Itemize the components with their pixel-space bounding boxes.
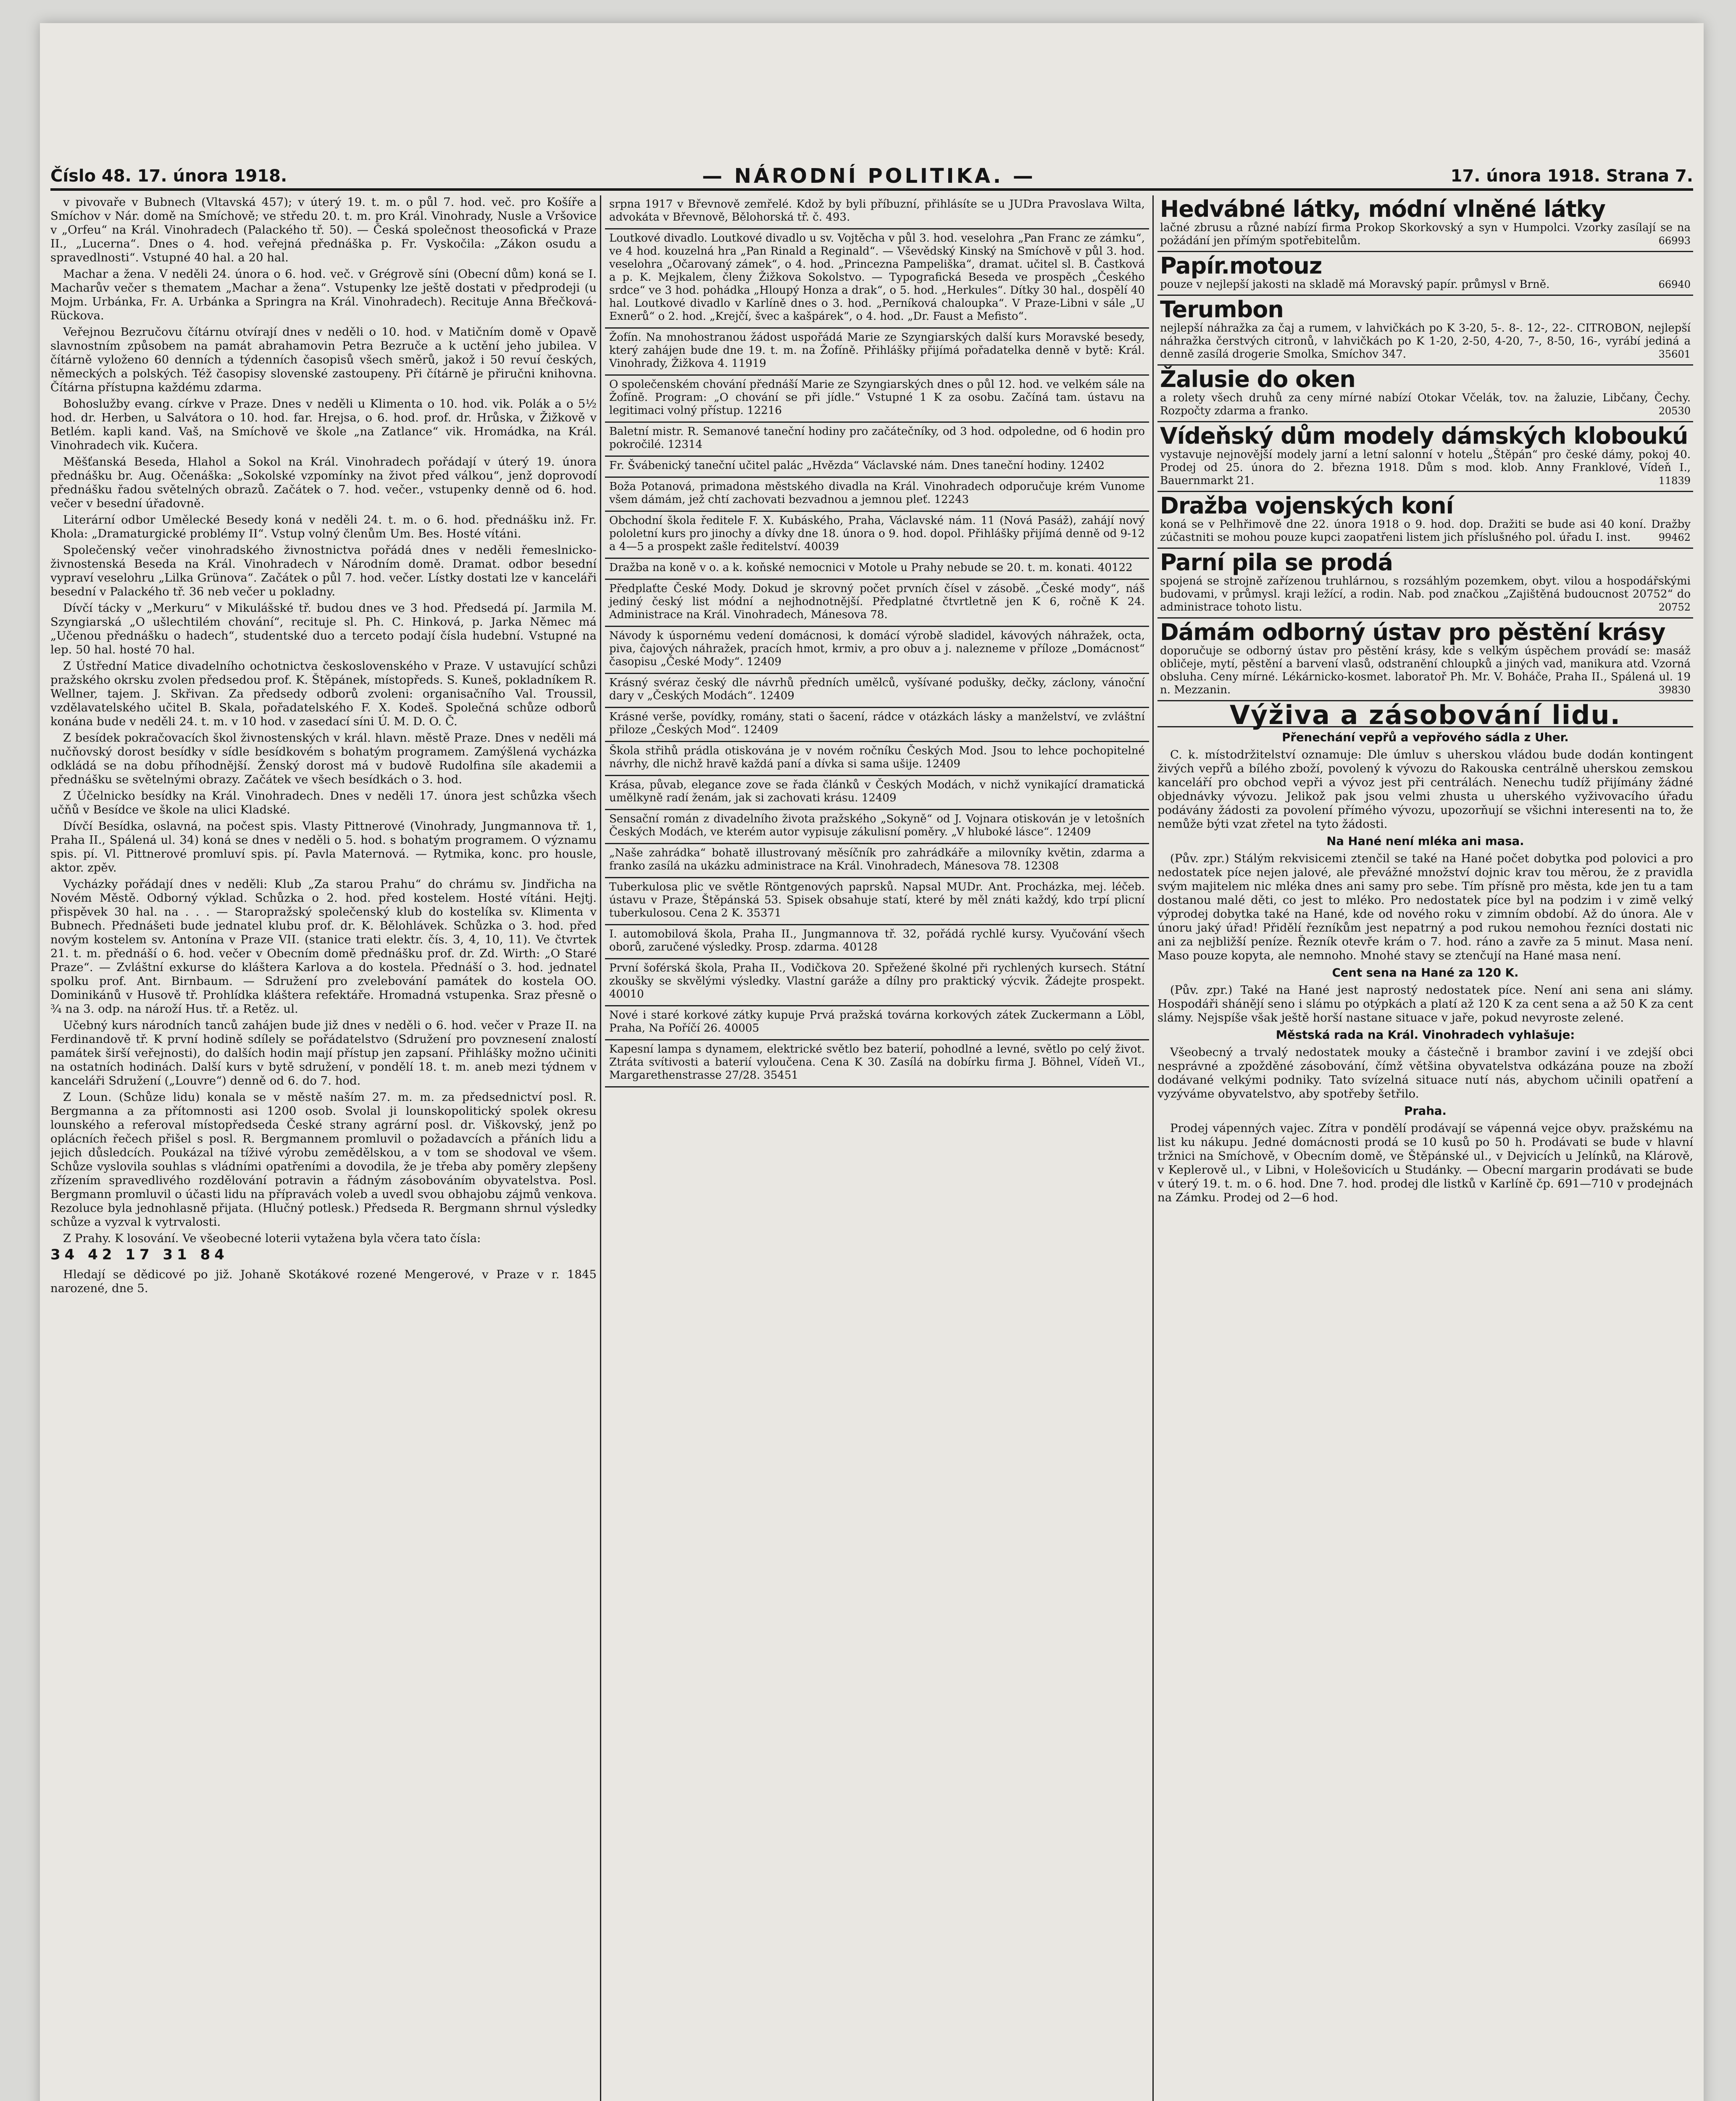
article-paragraph: Veřejnou Bezručovu čítárnu otvírají dnes v neděli o 10. hod. v Matičním domě v Opavě slavnostním způsobem na památ abrahamovin Petra Bezruče a k uctění jeho jubilea. V čítárně vyloženo 60 denních a týdenních časopisů všech směrů, jakož i 50 revuí českých, německých a polských. Též časopisy slovenské zastoupeny. Při čítárně je přiručni knihovna. Čítárna přístupna každému zdarma.	[50, 325, 597, 394]
ad-text: vystavuje nejnovější modely jarní a letní salonní v hotelu „Štěpán“ pro české dámy, pokoj 40. Prodej od 25. února do 2. března 1918. Dům s mod. klob. Anny Franklové, Vídeň I., Bauernmarkt 21.	[1160, 448, 1691, 487]
ad-text: Nové i staré korkové zátky kupuje Prvá pražská továrna korkových zátek Zuckermann a Löbl, Praha, Na Poříčí 26. 40005	[609, 1009, 1145, 1035]
classified-ad	[605, 512, 1149, 559]
newspaper-title: — NÁRODNÍ POLITIKA. —	[702, 164, 1036, 188]
article-paragraph: Hledají se dědicové po již. Johaně Skotákové rozené Mengerové, v Praze v r. 1845 narozené, dne 5.	[50, 1268, 597, 1295]
article-paragraph: Dívčí tácky v „Merkuru“ v Mikulášské tř. budou dnes ve 3 hod. Předsedá pí. Jarmila M. Szyngiarská „O ušlechtilém chování“, recituje sl. Ph. C. Hinková, p. Jarka Němec má „Učenou přednášku o hadech“, studentské duo a terceto podají čísla hudební. Vstupné na lep. 50 hal. hosté 70 hal.	[50, 601, 597, 656]
classified-ad	[605, 708, 1149, 742]
header-left: Číslo 48. 17. února 1918.	[50, 166, 287, 186]
ad-text: První šoférská škola, Praha II., Vodičkova 20. Spřežené školné při rychlených kursech. Státní zkoušky se skvělými výsledky. Vlastní garáže a dílny pro praktický výcvik. Žádejte prospekt. 40010	[609, 962, 1145, 1000]
ad-text: pouze v nejlepší jakosti na skladě má Moravský papír. průmysl v Brně.	[1160, 278, 1550, 291]
ad-text: lačné zbrusu a různé nabízí firma Prokop Skorkovský a syn v Humpolci. Vzorky zasílají se na požádání jen přímým spotřebitelům.	[1160, 221, 1691, 247]
article-paragraph: Prodej vápenných vajec. Zítra v pondělí prodávají se vápenná vejce obyv. pražskému na list ku nákupu. Jedné domácnosti prodá se 10 kusů po 50 h. Prodávati se bude v hlavní tržnici na Smíchově, v Obecním domě, ve Štěpánské ul., v Dejvicích u Jelínků, na Klárově, v Keplerově ul., v Libni, v Holešovicích u Studánky. — Obecní margarin prodávati se bude v úterý 19. t. m. o 6. hod. Dne 7. hod. prodej dle listků v Karlíně čp. 691—710 v prodejnách na Zámku. Prodej od 2—6 hod.	[1157, 1122, 1693, 1204]
article-paragraph: Měšťanská Beseda, Hlahol a Sokol na Král. Vinohradech pořádají v úterý 19. února přednášku br. Aug. Očenáška: „Sokolské vzpomínky na život před válkou“, jenž doprovodí přednášku řadou světelných obrazů. Začátek o 7. hod. večer., vstupenky denně od 6. hod. večer v besední úřadovně.	[50, 455, 597, 510]
classified-ad	[605, 1006, 1149, 1040]
ad-text: Předplaťte České Mody. Dokud je skrovný počet prvních čísel v zásobě. „České mody“, náš jediný český list módní a nejhodnotnější. Předplatné čtvrtletně jen K 6, ročně K 24. Administrace na Král. Vinohradech, Mánesova 78.	[609, 582, 1145, 621]
ad-headline: Hedvábné látky, módní vlněné látky	[1160, 196, 1605, 222]
ad-headline: Parní pila se prodá	[1160, 549, 1393, 576]
ad-text: koná se v Pelhřimově dne 22. února 1918 o 9. hod. dop. Dražiti se bude asi 40 koní. Dražby zúčastniti se mohou pouze kupci zaopatřeni listem jich příslušného pol. úřadu I. inst.	[1160, 518, 1691, 544]
classified-ad	[605, 776, 1149, 810]
classified-ad	[605, 329, 1149, 376]
ad-number: 66993	[1658, 235, 1691, 247]
article-paragraph: Z Ústřední Matice divadelního ochotnictva československého v Praze. V ustavující schůzi pražského okrsku zvolen předsedou prof. K. Štěpánek, místopředs. S. Kuneš, pokladníkem R. Wellner, tajem. J. Skřivan. Za předsedy odborů zvoleni: organisačního Val. Troussil, vzdělavatelského učitel B. Skala, pořadatelského F. X. Kodeš. Společná schůze odborů konána bude v neděli 24. t. m. v 10 hod. v zasedací síni Ú. M. D. O. Č.	[50, 659, 597, 728]
ad-number: 99462	[1658, 532, 1691, 543]
ad-text: Dražba na koně v o. a k. koňské nemocnici v Motole u Prahy nebude se 20. t. m. konati. 40122	[609, 561, 1133, 574]
classified-ad	[605, 810, 1149, 844]
ad-number: 20752	[1658, 601, 1691, 613]
ad-text: Fr. Švábenický taneční učitel palác „Hvězda“ Václavské nám. Dnes taneční hodiny. 12402	[609, 459, 1105, 472]
classified-ad	[605, 457, 1149, 478]
ad-number: 66940	[1658, 279, 1691, 290]
article-paragraph: (Pův. zpr.) Také na Hané jest naprostý nedostatek píce. Není ani sena ani slámy. Hospodáři shánějí seno i slámu po otýpkách a platí až 120 K za cent sena a až 50 K za cent slámy. Nejspíše však ještě horší nastane situace v jaře, pokud nevyroste zelené.	[1157, 983, 1693, 1024]
ad-text: Kapesní lampa s dynamem, elektrické světlo bez baterií, pohodlné a levné, světlo po celý život. Ztráta svítivosti a baterií vyloučena. Cena K 30. Zasílá na dobírku firma J. Böhnel, Vídeň VI., Margarethenstrasse 27/28. 35451	[609, 1043, 1145, 1082]
display-ad	[1157, 619, 1693, 701]
ad-number: 20530	[1658, 405, 1691, 417]
article-subheading: Městská rada na Král. Vinohradech vyhlašuje:	[1276, 1028, 1575, 1042]
ad-text: Krása, půvab, elegance zove se řada článků v Českých Modách, v nichž vynikající dramatická umělkyně radí ženám, jak si zachovati krásu. 12409	[609, 779, 1145, 804]
classified-ad	[605, 376, 1149, 423]
article-paragraph: Literární odbor Umělecké Besedy koná v neděli 24. t. m. o 6. hod. přednášku inž. Fr. Khola: „Dramaturgické problémy II“. Vstup volný členům Um. Bes. Hosté vítáni.	[50, 513, 597, 540]
display-ad	[1157, 252, 1693, 296]
article-paragraph: C. k. místodržitelství oznamuje: Dle úmluv s uherskou vládou bude dodán kontingent živých vepřů a bílého zboží, povolený k vývozu do Rakouska centrálně uherskou zemskou kanceláří pro obchod vepři a vývoz jest při centrálách. Nenechu tudíž přijímány žádné objednávky vývozu. Jelikož pak jsou velmi zhusta u uherského vyživovacího úřadu podávány žádosti za povolení přímého vývozu, upozorňují se všichni interesenti na to, že nemůže býti vzat zřetel na tyto žádosti.	[1157, 748, 1693, 831]
display-ad	[1157, 422, 1693, 492]
article-paragraph: Z Loun. (Schůze lidu) konala se v městě naším 27. m. m. za předsednictví posl. R. Bergmanna a za přítomnosti asi 1200 osob. Svolal ji lounskopolitický spolek okresu lounského a referoval místopředseda České strany agrární posl. dr. Viškovský, jenž po oplácních řečech přišel s posl. R. Bergmannem promluvil o požadavcích a přáních lidu a jejich důsledcích. Poukázal na tíživé výrobu zemědělskou, a v tom se shodoval ve všem. Schůze vyslovila souhlas s vládními opatřeními a dovodila, že je třeba aby poměry zlepšeny zřízením spravedlivého rozdělování potravin a řádným zásobováním obyvatelstva. Posl. Bergmann promluvil o účasti lidu na přípravách voleb a uvedl svou obhajobu zájmů venkova. Rezoluce byla jednohlasně přijata. (Hlučný potlesk.) Předseda R. Bergmann shrnul výsledky schůze a vyzval k vytrvalosti.	[50, 1090, 597, 1229]
page-header	[50, 164, 1693, 191]
classified-ad	[605, 674, 1149, 708]
article-paragraph: (Pův. zpr.) Stálým rekvisicemi ztenčil se také na Hané počet dobytka pod polovici a pro nedostatek píce nejen jalové, ale převážné množství dojnic krav tou měrou, že z pravidla svým majitelem nic mléka dnes ani samy pro sebe. Tím přísně pro města, kde jen tu a tam dostanou malé děti, co jest to mléko. Pro nedostatek píce byl na podzim i v zimě velký výprodej dobytka také na Hané, kde od nového roku v zimním období. Až do února. Ale v únoru jaký úřad! Přidělí řezníkům jest nepatrný a pod rukou nemohou řezníci dostati nic ani za nejbližší peníze. Řezník otevře krám o 7. hod. ráno a zavře za 5 minut. Masa není. Maso pouze kopyta, ale nemnoho. Mnohé stavy se ztenčují na Hané masa není.	[1157, 852, 1693, 962]
header-right: 17. února 1918. Strana 7.	[1450, 166, 1693, 186]
ad-text: „Naše zahrádka“ bohatě illustrovaný měsíčník pro zahrádkáře a milovníky květin, zdarma a franko zasílá na ukázku administrace na Král. Vinohradech, Mánesova 78. 12308	[609, 847, 1145, 872]
ad-number: 11839	[1658, 475, 1691, 487]
ad-text: Baletní mistr. R. Semanové taneční hodiny pro začátečníky, od 3 hod. odpoledne, od 6 hodin pro pokročilé. 12314	[609, 425, 1145, 451]
display-ad	[1157, 549, 1693, 619]
ad-headline: Žalusie do oken	[1160, 366, 1355, 392]
classified-ad	[605, 423, 1149, 457]
ad-text: doporučuje se odborný ústav pro pěstění krásy, kde s velkým úspěchem provádí se: masáž obličeje, mytí, pěstění a barvení vlasů, odstranění chloupků a jiných vad, manikura atd. Vzorná obsluha. Ceny mírné. Lékárnicko-kosmet. laboratoř Ph. Mr. V. Boháče, Praha II., Spálená ul. 19 n. Mezzanin.	[1160, 645, 1691, 696]
ad-text: nejlepší náhražka za čaj a rumem, v lahvičkách po K 3-20, 5-. 8-. 12-, 22-. CITROBON, nejlepší náhražka čerstvých citronů, v lahvičkách po K 1-20, 2-50, 4-20, 7-, 8-50, 16-, vyrábí jediná a denně zasílá drogerie Smolka, Smíchov 347.	[1160, 322, 1691, 361]
ad-headline: Vídeňský dům modely dámských kloboukú	[1160, 423, 1688, 449]
article-subheading: Na Hané není mléka ani masa.	[1326, 835, 1524, 848]
article-paragraph: Z Účelnicko besídky na Král. Vinohradech. Dnes v neděli 17. února jest schůzka všech učňů v Besídce ve škole na ulici Kladské.	[50, 789, 597, 816]
ad-text: Sensační román z divadelního života pražského „Sokyně“ od J. Vojnara otiskován je v letošních Českých Modách, ve kterém autor vypisuje zákulisní poměry. „V hluboké lásce“. 12409	[609, 813, 1145, 838]
display-ad	[1157, 296, 1693, 366]
article-paragraph: Machar a žena. V neděli 24. února o 6. hod. več. v Grégrově síni (Obecní dům) koná se I. Macharův večer s thematem „Machar a žena“. Vstupenky lze ještě dostati v předprodeji (u Mojm. Urbánka, Fr. A. Urbánka a Springra na Král. Vinohradech). Recituje Anna Břečková-Rückova.	[50, 267, 597, 322]
ad-headline: Dražba vojenských koní	[1160, 492, 1454, 519]
classified-ad	[605, 627, 1149, 674]
ad-text: a rolety všech druhů za ceny mírné nabízí Otokar Včelák, tov. na žaluzie, Libčany, Čechy. Rozpočty zdarma a franko.	[1160, 392, 1691, 417]
ad-text: O společenském chování přednáší Marie ze Szyngiarských dnes o půl 12. hod. ve velkém sále na Žofíně. Program: „O chování se při jídle.“ Vstupné 1 K za osobu. Začíná tam. ústavu na legitimaci volný přístup. 12216	[609, 378, 1145, 417]
article-paragraph: Všeobecný a trvalý nedostatek mouky a částečně i brambor zaviní i ve zdejší obci nesprávné a zpožděné zásobování, čímž většina obyvatelstva odkázána pouze na zboží dodávané velkými podniky. Tato svízelná situace nutí nás, abychom učinili opatření a vyzýváme obyvatelstvo, aby spotřeby šetřilo.	[1157, 1045, 1693, 1101]
classified-ad	[605, 229, 1149, 329]
article-subheading: Cent sena na Hané za 120 K.	[1332, 966, 1519, 979]
ad-text: Boža Potanová, primadona městského divadla na Král. Vinohradech odporučuje krém Vunome všem dámám, jež chtí zachovati bezvadnou a jemnou pleť. 12243	[609, 480, 1145, 506]
ad-text: I. automobilová škola, Praha II., Jungmannova tř. 32, pořádá rychlé kursy. Vyučování všech oborů, zaručené výsledky. Prosp. zdarma. 40128	[609, 928, 1145, 953]
article-subheading: Praha.	[1404, 1104, 1447, 1118]
ad-number: 35601	[1658, 348, 1691, 360]
lottery-numbers: 34 42 17 31 84	[50, 1246, 229, 1263]
classified-ad	[605, 580, 1149, 627]
classified-ad	[605, 559, 1149, 580]
article-paragraph: Společenský večer vinohradského živnostnictva pořádá dnes v neděli řemeslnicko-živnostenská Beseda na Král. Vinohradech v Národním domě. Dramat. odbor besední vypraví veselohru „Lilka Grünova“. Začátek o půl 7. hod. večer. Lístky dostati lze v kanceláři besední v Palackého tř. 36 neb večer u pokladny.	[50, 543, 597, 598]
column-1	[50, 195, 597, 2101]
column-2	[605, 195, 1149, 2101]
ad-text: Škola střihů prádla otiskována je v novém ročníku Českých Mod. Jsou to lehce pochopitelné návrhy, dle nichž hravě každá paní a dívka si sama ušije. 12409	[609, 745, 1145, 770]
article-paragraph: Z Prahy. K losování. Ve všeobecné loterii vytažena byla včera tato čísla:	[63, 1232, 481, 1245]
ad-text: Obchodní škola ředitele F. X. Kubáského, Praha, Václavské nám. 11 (Nová Pasáž), zahájí nový pololetní kurs pro jinochy a dívky dne 18. února o 9. hod. dopol. Přihlášky přijímá denně od 9-12 a 4—5 a prospekt zašle ředitelství. 40039	[609, 514, 1145, 553]
ad-headline: Dámám odborný ústav pro pěstění krásy	[1160, 619, 1665, 645]
display-ad	[1157, 492, 1693, 549]
classified-ad	[605, 925, 1149, 959]
ad-text: Žofín. Na mnohostranou žádost uspořádá Marie ze Szyngiarských další kurs Moravské besedy, který zahájen bude dne 19. t. m. na Žofíně. Přihlášky přijímá pořadatelka denně v bytě: Král. Vinohrady, Žižkova 4. 11919	[609, 331, 1145, 370]
display-ad	[1157, 195, 1693, 252]
ad-text: Návody k úspornému vedení domácnosi, k domácí výrobě sladidel, kávových náhražek, octa, piva, čajových náhražek, pracích hmot, krmiv, a pro obuv a j. nalezneme v příloze „Domácnost“ časopisu „České Mody“. 12409	[609, 629, 1145, 668]
classified-ad	[605, 195, 1149, 229]
classified-ad	[605, 878, 1149, 925]
ad-text: Krásné verše, povídky, romány, stati o šacení, rádce v otázkách lásky a manželství, ve zvláštní přiloze „Českých Mod“. 12409	[609, 711, 1145, 736]
ad-text: Krásný svéraz český dle návrhů předních umělců, vyšívané podušky, dečky, záclony, vánoční dary v „Českých Modách“. 12409	[609, 677, 1145, 702]
classified-ad	[605, 742, 1149, 776]
column-divider	[600, 195, 601, 2101]
ad-headline: Terumbon	[1160, 296, 1284, 323]
ad-text: Loutkové divadlo. Loutkové divadlo u sv. Vojtěcha v půl 3. hod. veselohra „Pan Franc ze zámku“, ve 4 hod. kouzelná hra „Pan Rinald a Reginald“. — Vševědský Kinský na Smíchově v půl 3. hod. veselohra „Očarovaný zámek“, o 4. hod. „Princezna Pampeliška“, dramat. učitel sl. B. Častková a p. K. Mejkalem, členy Žižkova Sokolstvo. — Typografická Beseda ve prospěch „Českého srdce“ ve 3 hod. pohádka „Hloupý Honza a drak“, o 5. hod. „Herkules“. Dítky 30 hal., dospělí 40 hal. Loutkové divadlo v Karlíně dnes o 3. hod. „Perníková chaloupka“. V Praze-Libni v sále „U Exnerů“ o 2. hod. „Krejčí, švec a kašpárek“, o 4. hod. „Dr. Faust a Mefisto“.	[609, 232, 1145, 323]
article-paragraph: Bohoslužby evang. církve v Praze. Dnes v neděli u Klimenta o 10. hod. vik. Polák a o 5½ hod. dr. Herben, u Salvátora o 10. hod. far. Hrejsa, o 6. hod. prof. dr. Hrůska, v Žižkově v Betlém. kapli kand. Vaš, na Smíchově ve škole „na Zatlance“ vik. Hromádka, na Král. Vinohradech vik. Kučera.	[50, 397, 597, 452]
section-title: Výživa a zásobování lidu.	[1157, 701, 1693, 727]
ad-text: srpna 1917 v Břevnově zemřelé. Kdož by byli příbuzní, přihlásíte se u JUDra Pravoslava Wilta, advokáta v Břevnově, Bělohorská tř. č. 493.	[609, 198, 1145, 224]
article-subheading: Přenechání vepřů a vepřového sádla z Uher.	[1282, 731, 1569, 744]
classified-ad	[605, 959, 1149, 1006]
article-paragraph: Učebný kurs národních tanců zahájen bude již dnes v neděli o 6. hod. večer v Praze II. na Ferdinandově tř. K první hodině sdílely se pořádatelstvo (Sdružení pro povznesení znalostí památek širší veřejnosti), do dalších hodin mají přístup jen zapsaní. Přihlášky možno učiniti na ostatních hodinách. Další kurs v bytě sdružení, v pondělí 18. t. m. aneb mezi týdnem v kanceláři Sdružení („Louvre“) denně od 6. do 7. hod.	[50, 1019, 597, 1087]
article-paragraph: Vycházky pořádají dnes v neděli: Klub „Za starou Prahu“ do chrámu sv. Jindřicha na Novém Městě. Odborný výklad. Schůzka o 2. hod. před kostelem. Hosté vítáni. Hejtj. přispěvek 30 hal. na . . . — Staropražský společenský klub do kostelíka sv. Klimenta v Bubnech. Přednášeti bude jednatel klubu prof. dr. K. Bělohlávek. Schůzka o 3. hod. před novým kostelem sv. Antonína v Praze VII. (stanice trati elektr. čís. 3, 4, 10, 11). Ve čtvrtek 21. t. m. přednáší o 6. hod. večer v Obecním domě přednášku prof. dr. Zd. Wirth: „O Staré Praze“. — Zvláštní exkurse do kláštera Karlova a do kostela. Přednáší o 3. hod. jednatel spolku prof. Ant. Birnbaum. — Sdružení pro zvelebování památek do kostela OO. Dominikánů v Husově tř. Prohlídka kláštera refektáře. Hromadná vstupenka. Sraz přesně o ¾ na 3. odp. na nároží Hus. tř. a Retěz. ul.	[50, 877, 597, 1016]
article-paragraph: Z besídek pokračovacích škol živnostenských v král. hlavn. městě Praze. Dnes v neděli má nučňovský dorost besídky v sídle besídkovém s bohatým programem. Zamýšlená vycházka odkládá se na dobu příhodnější. Ženský dorost má v budově Rudolfina síle akademii a přednášku se světelnými obrazy. Začátek ve všech besídkách o 3. hod.	[50, 731, 597, 786]
ad-headline: Papír.motouz	[1160, 253, 1322, 279]
newspaper-page	[40, 23, 1704, 2101]
classified-ad	[605, 844, 1149, 878]
column-3	[1157, 195, 1693, 2101]
article-paragraph: v pivovaře v Bubnech (Vltavská 457); v úterý 19. t. m. o půl 7. hod. več. pro Košíře a Smíchov v Nár. domě na Smíchově; ve středu 20. t. m. pro Král. Vinohrady, Nusle a Vršovice v „Orfeu“ na Král. Vinohradech (Palackého tř. 50). — Česká společnost theosofická v Praze II., „Lucerna“. Dnes o 4. hod. veřejná přednáška p. Fr. Vyskočila: „Zákon osudu a spravedlnosti“. Vstupné 40 hal. a 20 hal.	[50, 195, 597, 264]
article-paragraph: Dívčí Besídka, oslavná, na počest spis. Vlasty Pittnerové (Vinohrady, Jungmannova tř. 1, Praha II., Spálená ul. 34) koná se dnes v neděli o 5. hod. s bohatým programem. O významu spis. pí. Vl. Pittnerové promluví spis. pí. Pavla Maternová. — Rytmika, konc. pro housle, aktor. zpěv.	[50, 819, 597, 874]
ad-text: Tuberkulosa plic ve světle Röntgenových paprsků. Napsal MUDr. Ant. Procházka, mej. léčeb. ústavu v Praze, Štěpánská 53. Spisek obsahuje statí, které by měl znáti každý, kdo trpí plicní tuberkulosou. Cena 2 K. 35371	[609, 881, 1145, 919]
classified-ad	[605, 478, 1149, 512]
ad-text: spojená se strojně zařízenou truhlárnou, s rozsáhlým pozemkem, obyt. vilou a hospodářskými budovami, v průmysl. kraji ležící, a rodin. Nab. pod značkou „Zajištěná budoucnost 20752“ do administrace tohoto listu.	[1160, 575, 1691, 613]
column-divider	[1152, 195, 1154, 2101]
ad-number: 39830	[1658, 684, 1691, 696]
classified-ad	[605, 1040, 1149, 1087]
display-ad	[1157, 366, 1693, 422]
